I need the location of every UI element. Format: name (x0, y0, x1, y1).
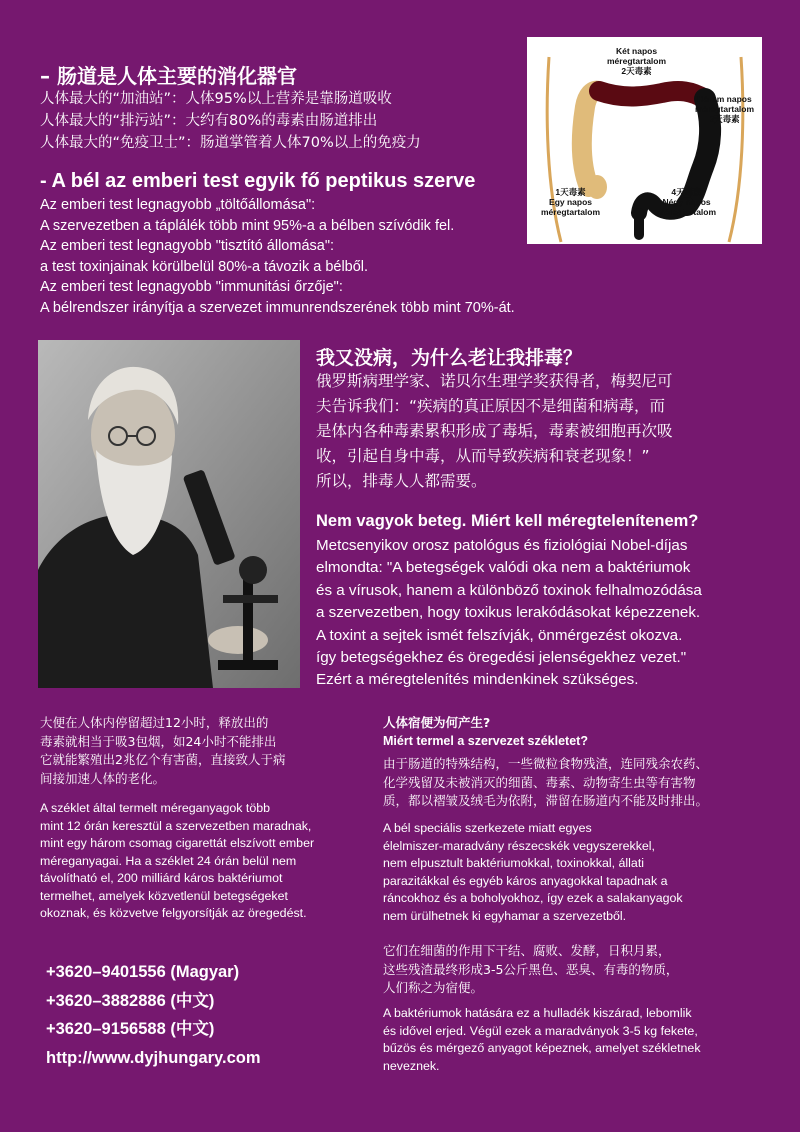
text-line: méreganyagai. Ha a széklet 24 órán belül nem (40, 853, 297, 868)
section-title-zh: – 肠道是人体主要的消化器官 (40, 64, 297, 88)
right-col-p1-zh (383, 755, 708, 811)
text-line: A szervezetben a táplálék több mint 95%-a a bélben szívódik fel. (40, 217, 455, 234)
contact-block (46, 958, 261, 1072)
scientist-photo (38, 340, 300, 688)
text-line: 所以，排毒人人都需要。 (316, 472, 487, 490)
text-line: A bél speciális szerkezete miatt egyes (383, 821, 592, 835)
label-line: 3天毒素 (709, 114, 740, 124)
text-line: Az emberi test legnagyobb "tisztító állomása": (40, 238, 334, 254)
text-line: 大便在人体内停留超过12小时，释放出的 (40, 715, 269, 730)
label-line: méregtartalom (695, 104, 755, 114)
text-line: Az emberi test legnagyobb „töltőállomása": (40, 197, 316, 213)
right-col-title-hu: Miért termel a szervezet székletet? (383, 734, 588, 748)
question-body-hu (316, 535, 702, 692)
text-line: 俄罗斯病理学家、诺贝尔生理学奖获得者，梅契尼可 (316, 372, 673, 390)
diagram-label-left (541, 187, 600, 217)
text-line: A toxint a sejtek ismét felszívják, önmérgezést okozva. (316, 626, 683, 644)
label-line: Két napos (615, 46, 658, 56)
label-line: Egy napos (549, 197, 593, 207)
section-title-hu: - A bél az emberi test egyik fő peptikus szerve (40, 170, 476, 192)
question-title-hu: Nem vagyok beteg. Miért kell méregtelenítenem? (316, 512, 699, 530)
right-col-p2-zh (383, 942, 678, 998)
text-line: Metcsenyikov orosz patológus és fiziológiai Nobel-díjas (316, 537, 688, 554)
text-line: és idővel erjed. Végül ezek a maradványok 3-5 kg fekete, (383, 1023, 698, 1038)
text-line: 人体最大的“免疫卫士”：肠道掌管着人体70%以上的免疫力 (40, 135, 421, 151)
left-col-hu (40, 800, 314, 923)
text-line: 收，引起自身中毒，从而导致疾病和衰老现象！” (316, 447, 650, 465)
text-line: bűzös és mérgező anyagot képeznek, amelyet székletnek (383, 1041, 701, 1055)
text-line: 毒素就相当于吸3包烟，如24小时不能排出 (40, 733, 277, 749)
text-line: A baktériumok hatására ez a hulladék kiszárad, lebomlik (383, 1006, 692, 1020)
text-line: a test toxinjainak körülbelül 80%-a távozik a bélből. (40, 258, 369, 275)
text-line: parazitákkal és egyéb káros anyagokkal tapadnak a (383, 873, 668, 888)
text-line: okoznak, és közvetve felgyorsítják az öregedést. (40, 906, 307, 920)
text-line: 它就能繁殖出2兆亿个有害菌，直接致人于病 (40, 752, 286, 767)
text-line: 由于肠道的特殊结构，一些微粒食物残渣，连同残余农药、 (383, 756, 709, 771)
text-line: és a vírusok, hanem a különböző toxinok felhalmozódása (316, 581, 702, 599)
text-line: A széklet által termelt méreganyagok több (40, 801, 271, 815)
text-line: 人体最大的“加油站”：人体95%以上营养是靠肠道吸收 (40, 91, 392, 107)
text-line: így betegségekhez és öregedési jelenségekhez vezet." (316, 649, 687, 667)
scientist-portrait-image (38, 340, 300, 688)
phone-chinese-1[interactable]: +3620–3882886 (中文) (46, 991, 215, 1010)
text-line: a szervezetben, hogy toxikus lerakódásokat képezzenek. (316, 604, 701, 622)
question-title-zh: 我又没病，为什么老让我排毒？ (316, 347, 583, 369)
text-line: 人们称之为宿便。 (383, 980, 484, 995)
right-col-title-zh: 人体宿便为何产生? (383, 715, 491, 730)
text-line: elmondta: "A betegségek valódi oka nem a baktériumok (316, 559, 691, 577)
diagram-label-top (607, 46, 666, 76)
text-line: 间接加速人体的老化。 (40, 770, 166, 786)
label-line: 4天毒素 (671, 187, 702, 197)
text-line: ráncokhoz és a boholyokhoz, így ezek a salakanyagok (383, 891, 683, 905)
left-col-zh (40, 714, 285, 788)
label-line: méregtartalom (541, 207, 601, 217)
text-line: 质，都以褶皱及绒毛为依附，滞留在肠道内不能及时排出。 (383, 793, 709, 808)
diagram-label-bottom (657, 187, 716, 217)
label-line: 2天毒素 (621, 66, 652, 76)
section-lines-zh (40, 88, 421, 154)
website-link[interactable]: http://www.dyjhungary.com (46, 1048, 261, 1067)
text-line: mint 12 órán keresztül a szervezetben maradnak, (40, 818, 312, 833)
text-line: Ezért a méregtelenítés mindenkinek szükséges. (316, 671, 639, 689)
text-line: 化学残留及未被消灭的细菌、毒素、动物寄生虫等有害物 (383, 774, 696, 790)
text-line: Az emberi test legnagyobb "immunitási őrzője": (40, 279, 343, 295)
label-line: Három napos (697, 94, 752, 104)
text-line: mint egy három csomag cigarettát elszívott ember (40, 836, 315, 850)
text-line: nem ürülhetnek ki egyhamar a szervezetből. (383, 908, 627, 923)
diagram-label-right (695, 94, 754, 124)
text-line: 它们在细菌的作用下干结、腐败、发酵，日积月累， (383, 943, 671, 958)
text-line: élelmiszer-maradvány részecskék vegyszerekkel, (383, 838, 655, 853)
label-line: méregtartalom (607, 56, 667, 66)
colon-diagram (527, 37, 762, 244)
text-line: 是体内各种毒素累积形成了毒垢，毒素被细胞再次吸 (316, 422, 673, 440)
text-line: 这些残渣最终形成3-5公斤黑色、恶臭、有毒的物质， (383, 961, 679, 977)
label-line: méregtartalom (657, 207, 717, 217)
right-col-p2-hu (383, 1005, 701, 1075)
text-line: nem elpusztult baktériumokkal, toxinokkal, állati (383, 856, 645, 870)
text-line: távolítható el, 200 milliárd káros baktériumot (40, 871, 283, 885)
label-line: 1天毒素 (555, 187, 586, 197)
label-line: Négy napos (662, 197, 711, 207)
text-line: termelhet, amelyek közvetlenül betegségeket (40, 888, 288, 903)
phone-hungarian[interactable]: +3620–9401556 (Magyar) (46, 963, 240, 981)
section-lines-hu (40, 195, 515, 318)
phone-chinese-2[interactable]: +3620–9156588 (中文) (46, 1020, 215, 1038)
text-line: neveznek. (383, 1058, 440, 1073)
question-body-zh (316, 369, 673, 494)
text-line: A bélrendszer irányítja a szervezet immunrendszerének több mint 70%-át. (40, 299, 515, 316)
text-line: 夫告诉我们：“疾病的真正原因不是细菌和病毒，而 (316, 397, 666, 415)
text-line: 人体最大的“排污站”：大约有80%的毒素由肠道排出 (40, 113, 378, 129)
right-col-p1-hu (383, 820, 683, 925)
